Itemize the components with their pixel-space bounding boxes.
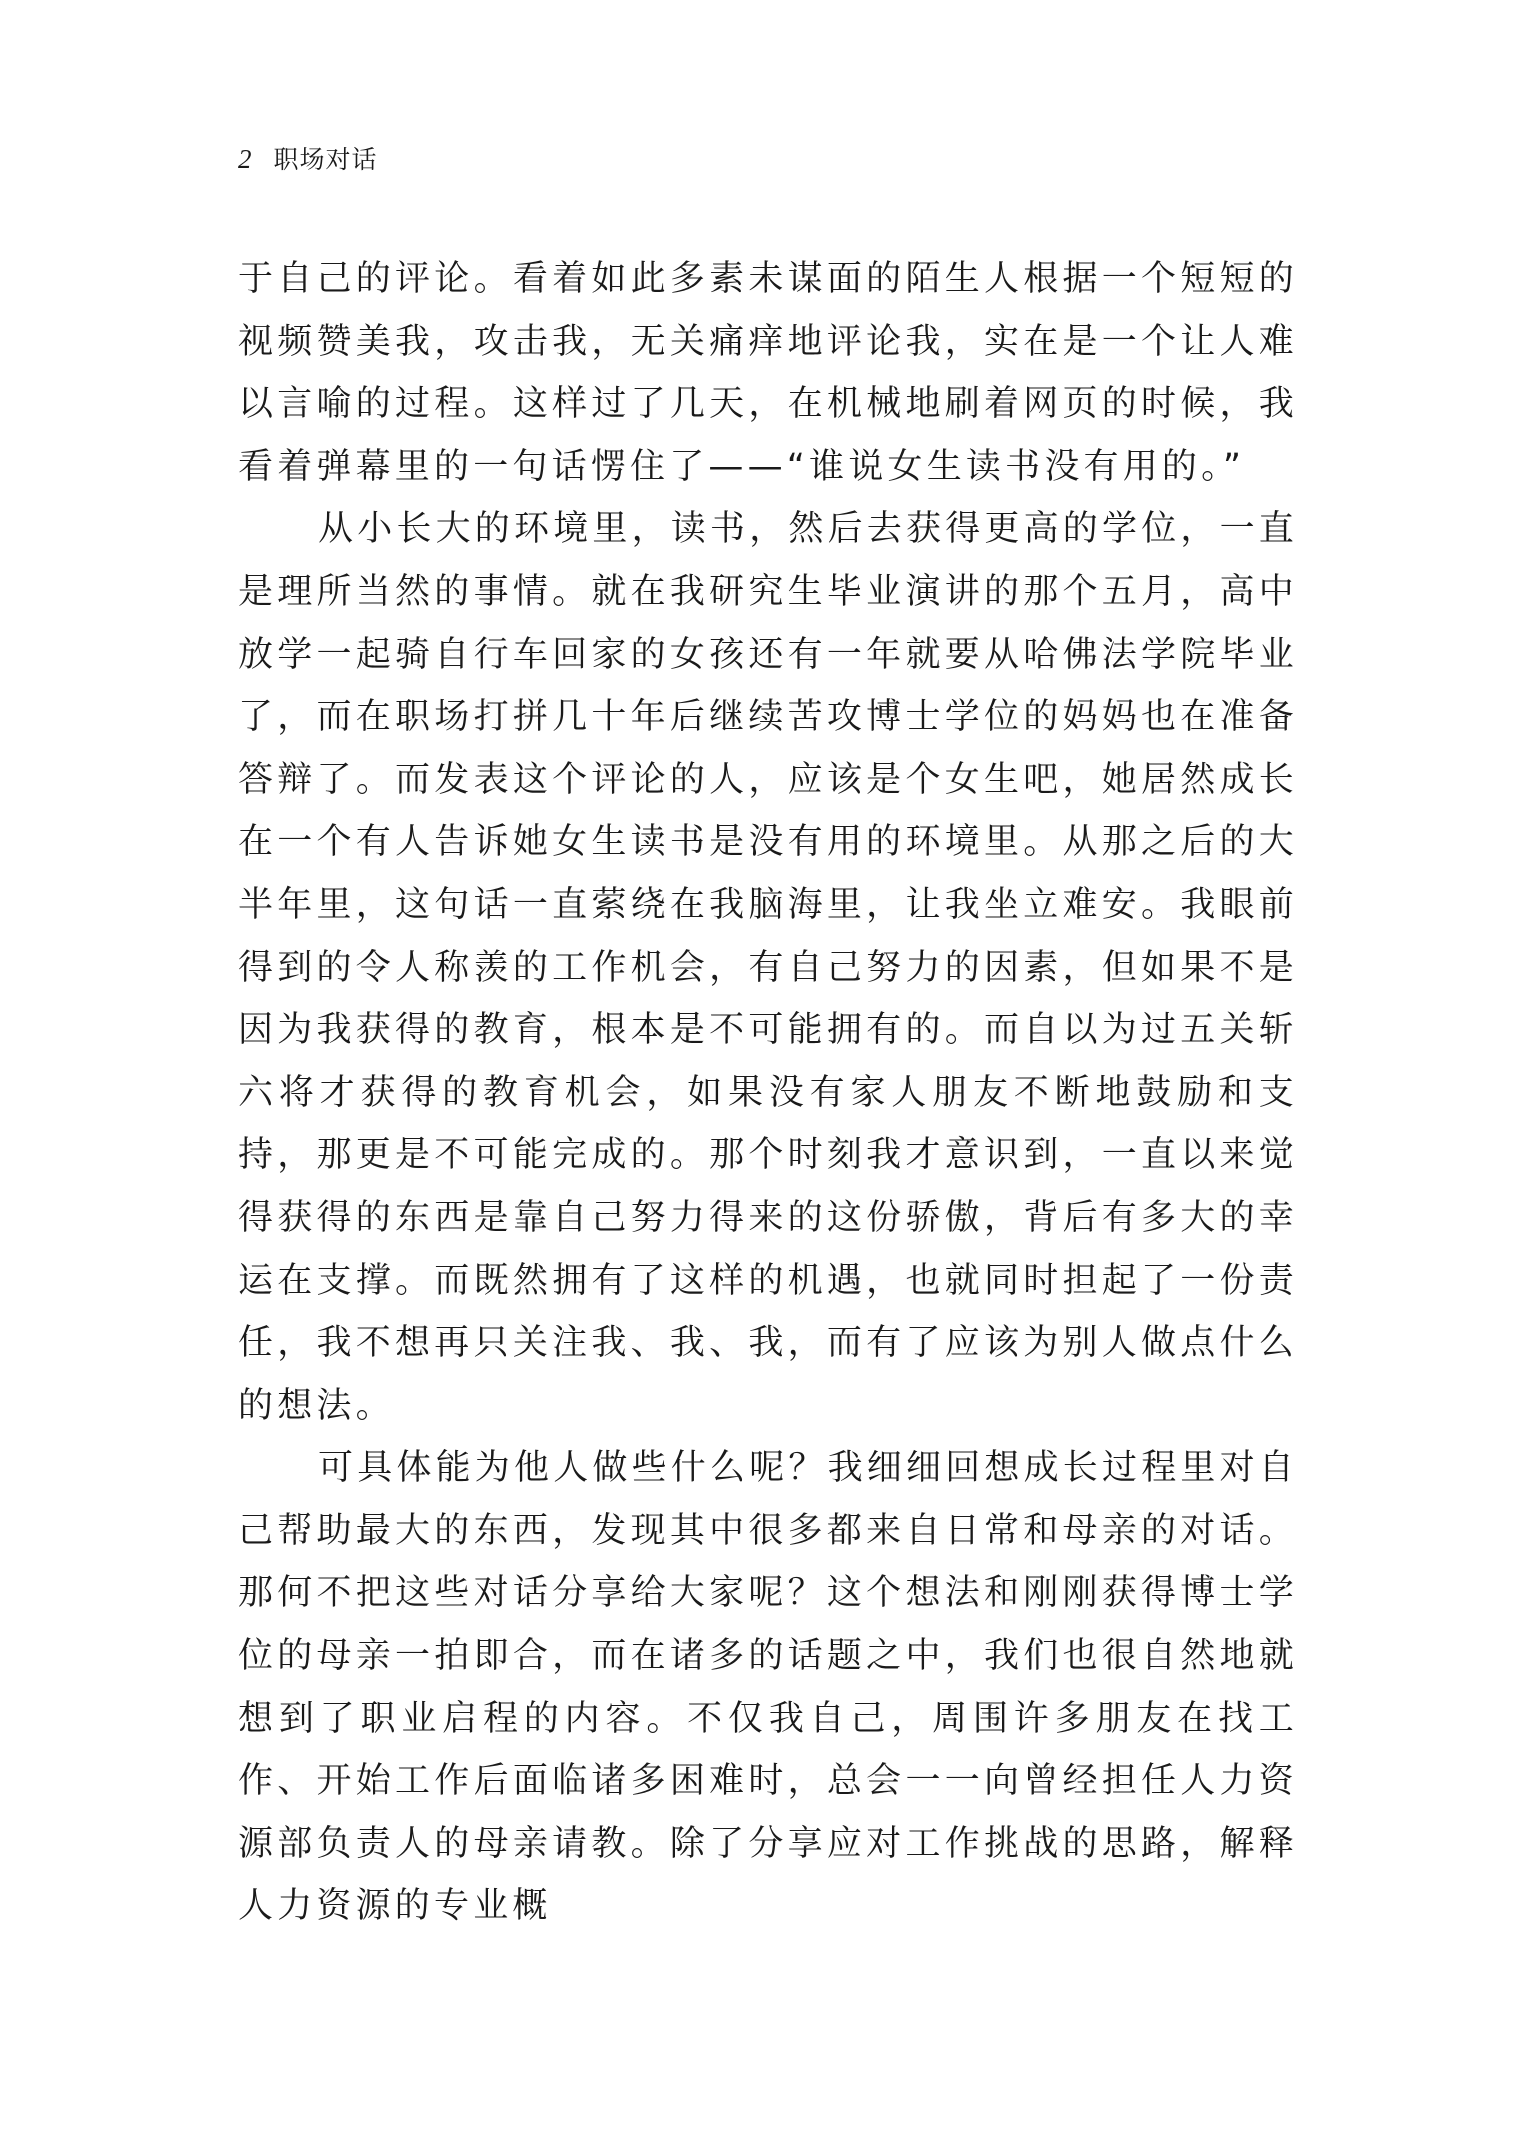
running-title: 职场对话 (273, 145, 378, 174)
paragraph: 可具体能为他人做些什么呢？我细细回想成长过程里对自己帮助最大的东西，发现其中很多都来自日常和母亲的对话。那何不把这些对话分享给大家呢？这个想法和刚刚获得博士学位的母亲一拍即合，而在诸多的话题之中，我们也很自然地就想到了职业启程的内容。不仅我自己，周围许多朋友在找工作、开始工作后面临诸多困难时，总会一一向曾经担任人力资源部负责人的母亲请教。除了分享应对工作挑战的思路，解释人力资源的专业概 (238, 1448, 1299, 1927)
paragraph: 从小长大的环境里，读书，然后去获得更高的学位，一直是理所当然的事情。就在我研究生毕业演讲的那个五月，高中放学一起骑自行车回家的女孩还有一年就要从哈佛法学院毕业了，而在职场打拼几十年后继续苦攻博士学位的妈妈也在准备答辩了。而发表这个评论的人，应该是个女生吧，她居然成长在一个有人告诉她女生读书是没有用的环境里。从那之后的大半年里，这句话一直萦绕在我脑海里，让我坐立难安。我眼前得到的令人称羡的工作机会，有自己努力的因素，但如果不是因为我获得的教育，根本是不可能拥有的。而自以为过五关斩六将才获得的教育机会，如果没有家人朋友不断地鼓励和支持，那更是不可能完成的。那个时刻我才意识到，一直以来觉得获得的东西是靠自己努力得来的这份骄傲，背后有多大的幸运在支撑。而既然拥有了这样的机遇，也就同时担起了一份责任，我不想再只关注我、我、我，而有了应该为别人做点什么的想法。 (238, 509, 1299, 1426)
page-number: 2 (238, 144, 252, 174)
page-header (238, 140, 378, 180)
paragraph-continued: 于自己的评论。看着如此多素未谋面的陌生人根据一个短短的视频赞美我，攻击我，无关痛痒地评论我，实在是一个让人难以言喻的过程。这样过了几天，在机械地刷着网页的时候，我看着弹幕里的一句话愣住了——“谁说女生读书没有用的。” (238, 259, 1298, 487)
body-text (238, 248, 1298, 1938)
